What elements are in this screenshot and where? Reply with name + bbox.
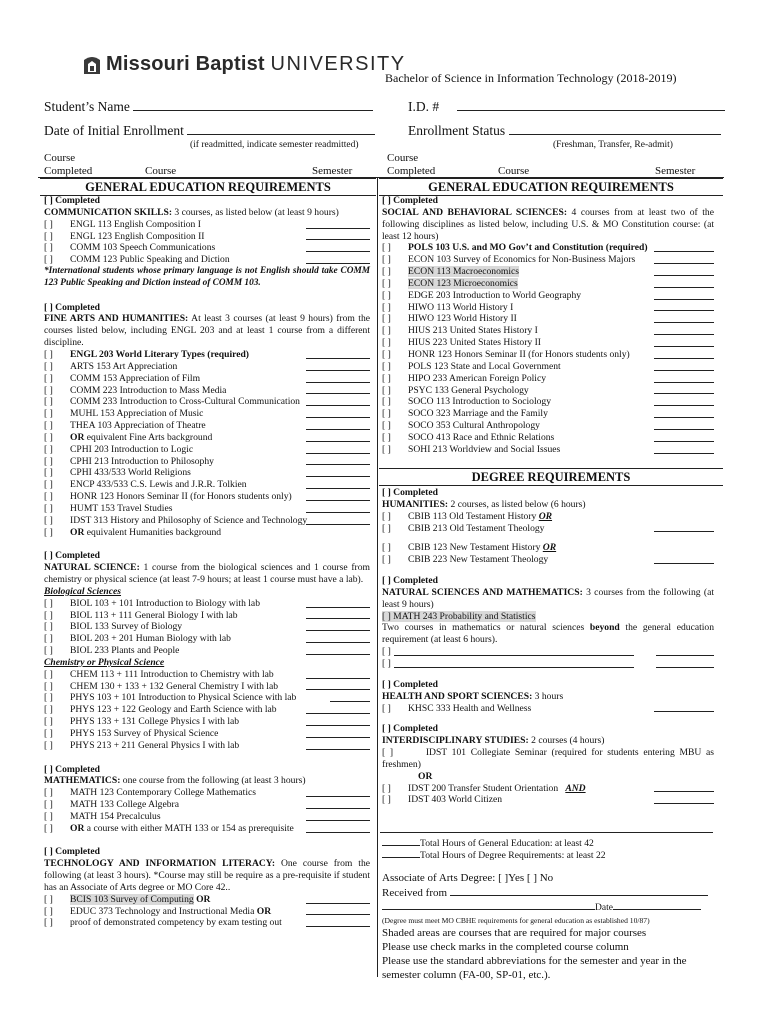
abbreviations-note: Please use the standard abbreviations for the semester and year in the semester column (FA-00, SP-01, etc.). bbox=[382, 955, 687, 981]
course-row[interactable]: [ ] COMM 223 Introduction to Mass Media bbox=[44, 385, 370, 397]
course-row[interactable]: [ ] SOCO 113 Introduction to Sociology bbox=[382, 396, 714, 408]
course-row[interactable]: [ ] bbox=[382, 646, 714, 658]
course-row[interactable]: [ ] CPHI 203 Introduction to Logic bbox=[44, 444, 370, 456]
course-row[interactable]: [ ] SOCO 413 Race and Ethnic Relations bbox=[382, 432, 714, 444]
course-row[interactable]: [ ] COMM 123 Public Speaking and Diction bbox=[44, 254, 370, 266]
tech-heading: TECHNOLOGY AND INFORMATION LITERACY: bbox=[44, 858, 276, 870]
enrollment-status-label: Enrollment Status bbox=[408, 123, 506, 138]
course-row[interactable]: [ ] COMM 153 Appreciation of Film bbox=[44, 373, 370, 385]
hss-heading: HEALTH AND SPORT SCIENCES: bbox=[382, 690, 533, 702]
totals-rule bbox=[380, 832, 713, 833]
course-row[interactable]: [ ] MATH 123 Contemporary College Mathematics bbox=[44, 787, 370, 799]
course-row[interactable]: [ ] EDUC 373 Technology and Instructional Media OR bbox=[44, 906, 370, 918]
nat-heading: NATURAL SCIENCE: bbox=[44, 562, 140, 574]
course-row[interactable]: [ ] SOCO 353 Cultural Anthropology bbox=[382, 420, 714, 432]
course-row[interactable]: [ ] PHYS 123 + 122 Geology and Earth Science with lab bbox=[44, 704, 370, 716]
degree-note: (Degree must meet MO CBHE requirements for general education as established 10/87) bbox=[382, 916, 650, 925]
degree-requirements-title: DEGREE REQUIREMENTS bbox=[379, 468, 723, 486]
course-row[interactable]: [ ] POLS 123 State and Local Government bbox=[382, 361, 714, 373]
nsm-completed-checkbox[interactable]: [ ] Completed bbox=[382, 575, 438, 587]
course-row[interactable]: [ ] BIOL 203 + 201 Human Biology with lab bbox=[44, 633, 370, 645]
course-row[interactable]: [ ] ENGL 123 English Composition II bbox=[44, 231, 370, 243]
logo-text-bold: Missouri Baptist bbox=[106, 53, 265, 75]
math-heading: MATHEMATICS: bbox=[44, 775, 121, 787]
bio-subheading: Biological Sciences bbox=[44, 585, 122, 597]
course-row[interactable]: [ ] BIOL 113 + 111 General Biology I with lab bbox=[44, 610, 370, 622]
course-row[interactable]: [ ] HONR 123 Honors Seminar II (for Honors students only) bbox=[382, 349, 714, 361]
course-row[interactable]: [ ] PHYS 153 Survey of Physical Science bbox=[44, 728, 370, 740]
left-gen-ed-title: GENERAL EDUCATION REQUIREMENTS bbox=[40, 178, 376, 196]
inter-completed-checkbox[interactable]: [ ] Completed bbox=[382, 723, 438, 735]
course-row[interactable]: [ ] HIWO 123 World History II bbox=[382, 313, 714, 325]
enrollment-date-label: Date of Initial Enrollment bbox=[44, 123, 184, 138]
footer bbox=[382, 871, 714, 982]
course-row[interactable]: [ ] PHYS 133 + 131 College Physics I with lab bbox=[44, 716, 370, 728]
comm-heading: COMMUNICATION SKILLS: bbox=[44, 206, 173, 218]
student-name-field[interactable] bbox=[44, 98, 373, 115]
social-completed-checkbox[interactable]: [ ] Completed bbox=[382, 195, 438, 206]
course-row[interactable]: [ ] OR a course with either MATH 133 or 154 as prerequisite bbox=[44, 823, 370, 835]
course-row[interactable]: [ ] CPHI 213 Introduction to Philosophy bbox=[44, 456, 370, 468]
course-row[interactable]: [ ] HIPO 233 American Foreign Policy bbox=[382, 373, 714, 385]
course-row[interactable]: [ ] IDST 313 History and Philosophy of Science and Technology bbox=[44, 515, 370, 527]
right-col-semester-header: Semester bbox=[655, 165, 696, 177]
course-row[interactable]: [ ] CBIB 213 Old Testament Theology bbox=[382, 523, 714, 535]
nsm-heading-rest: 3 courses from the following (at least 9 hours) bbox=[382, 586, 714, 610]
enrollment-status-field[interactable] bbox=[408, 122, 721, 139]
right-col-course-header: Course bbox=[498, 165, 530, 177]
course-row[interactable]: [ ] EDGE 203 Introduction to World Geography bbox=[382, 290, 714, 302]
left-col-semester-header: Semester bbox=[312, 165, 353, 177]
course-row[interactable]: [ ] ENGL 203 World Literary Types (required) bbox=[44, 349, 370, 361]
course-row[interactable]: [ ] IDST 101 Collegiate Seminar (required for students entering MBU as freshmen) bbox=[382, 747, 714, 770]
nat-heading-rest: 1 course from the biological sciences and 1 course from chemistry or physical science (at least 7-9 hours; at least 1 course must have a lab). bbox=[44, 562, 370, 585]
received-from-field[interactable]: Received from bbox=[382, 885, 714, 900]
checkmarks-note: Please use check marks in the completed course column bbox=[382, 941, 629, 953]
left-col-completed-header: Course Completed bbox=[44, 152, 93, 177]
arts-heading: FINE ARTS AND HUMANITIES: bbox=[44, 313, 189, 325]
hum-heading: HUMANITIES: bbox=[382, 498, 449, 510]
course-row[interactable]: [ ] MUHL 153 Appreciation of Music bbox=[44, 408, 370, 420]
student-id-label: I.D. # bbox=[408, 99, 440, 114]
column-divider bbox=[377, 177, 378, 977]
social-heading: SOCIAL AND BEHAVIORAL SCIENCES: bbox=[382, 206, 568, 218]
course-row[interactable]: [ ] COMM 103 Speech Communications bbox=[44, 242, 370, 254]
inter-heading: INTERDISCIPLINARY STUDIES: bbox=[382, 735, 529, 747]
totals bbox=[382, 836, 714, 860]
course-row[interactable]: [ ] BIOL 133 Survey of Biology bbox=[44, 621, 370, 633]
course-row[interactable]: [ ] MATH 133 College Algebra bbox=[44, 799, 370, 811]
student-name-label: Student’s Name bbox=[44, 99, 130, 114]
right-column-bottom bbox=[382, 487, 714, 806]
hum-heading-rest: 2 courses, as listed below (6 hours) bbox=[448, 498, 586, 510]
course-row[interactable]: [ ] proof of demonstrated competency by exam testing out bbox=[44, 917, 370, 929]
status-note: (Freshman, Transfer, Re-admit) bbox=[553, 140, 673, 150]
arts-heading-rest: At least 3 courses (at least 9 hours) from the courses listed below, including ENGL 203 and at least 1 course from a different discipline. bbox=[44, 313, 370, 349]
comm-international-note: *International students whose primary language is not English should take COMM 123 Public Speaking and Diction instead of COMM 103. bbox=[44, 266, 370, 288]
course-row[interactable]: [ ] OR equivalent Humanities background bbox=[44, 526, 222, 538]
right-column-top bbox=[382, 195, 714, 456]
course-row[interactable]: [ ] KHSC 333 Health and Wellness bbox=[382, 703, 714, 715]
course-row[interactable]: [ ] BCIS 103 Survey of Computing OR bbox=[44, 894, 370, 906]
course-row[interactable]: [ ] IDST 403 World Citizen bbox=[382, 794, 714, 806]
left-col-course-header: Course bbox=[145, 165, 177, 177]
course-row[interactable]: [ ] THEA 103 Appreciation of Theatre bbox=[44, 420, 370, 432]
hss-completed-checkbox[interactable]: [ ] Completed bbox=[382, 678, 438, 690]
course-row[interactable]: [ ] CBIB 113 Old Testament History OR bbox=[382, 510, 553, 522]
date-field[interactable]: Date bbox=[382, 900, 714, 915]
math-completed-checkbox[interactable]: [ ] Completed bbox=[44, 763, 100, 775]
course-row[interactable]: [ ] bbox=[382, 658, 714, 670]
course-row[interactable]: [ ] BIOL 233 Plants and People bbox=[44, 645, 370, 657]
course-row[interactable]: [ ] SOHI 213 Worldview and Social Issues bbox=[382, 444, 714, 456]
course-row[interactable]: [ ] COMM 233 Introduction to Cross-Cultural Communication bbox=[44, 396, 370, 408]
course-row[interactable]: [ ] HIUS 223 United States History II bbox=[382, 337, 714, 349]
hss-heading-rest: 3 hours bbox=[532, 690, 564, 702]
course-row[interactable]: [ ] ENGL 113 English Composition I bbox=[44, 219, 370, 231]
course-row[interactable]: [ ] SOCO 323 Marriage and the Family bbox=[382, 408, 714, 420]
comm-heading-rest: 3 courses, as listed below (at least 9 hours) bbox=[172, 206, 339, 218]
inter-heading-rest: 2 courses (4 hours) bbox=[528, 735, 605, 747]
enrollment-date-field[interactable] bbox=[44, 122, 375, 139]
course-row[interactable]: [ ] ENCP 433/533 C.S. Lewis and J.R.R. Tolkien bbox=[44, 479, 370, 491]
course-row[interactable]: [ ] HUMT 153 Travel Studies bbox=[44, 503, 370, 515]
course-row[interactable]: [ ] MATH 154 Precalculus bbox=[44, 811, 370, 823]
course-row[interactable]: [ ] CHEM 130 + 133 + 132 General Chemistry I with lab bbox=[44, 681, 370, 693]
course-row[interactable]: [ ] MATH 243 Probability and Statistics bbox=[382, 610, 536, 622]
course-row[interactable]: [ ] BIOL 103 + 101 Introduction to Biology with lab bbox=[44, 598, 370, 610]
course-row[interactable]: [ ] CBIB 123 New Testament History OR bbox=[382, 542, 557, 554]
social-heading-rest: 4 courses from at least two of the following disciplines as listed below, including U.S. & MO Constitution course: (at least 12 hours) bbox=[382, 206, 714, 242]
comm-completed-checkbox[interactable]: [ ] Completed bbox=[44, 195, 100, 206]
associate-degree-checkbox[interactable]: Associate of Arts Degree: [ ]Yes [ ] No bbox=[382, 872, 554, 884]
course-row[interactable]: [ ] HIWO 113 World History I bbox=[382, 302, 714, 314]
course-row[interactable]: [ ] ECON 103 Survey of Economics for Non-Business Majors bbox=[382, 254, 714, 266]
student-id-field[interactable] bbox=[408, 98, 725, 115]
course-row[interactable]: [ ] CBIB 223 New Testament Theology bbox=[382, 554, 714, 566]
tech-heading-rest: One course from the following (at least 3 hours). *Course may still be require as a pre-requisite if student has an Associate of Arts degree or MO Core 42.. bbox=[44, 858, 370, 893]
course-row[interactable]: [ ] CHEM 113 + 111 Introduction to Chemistry with lab bbox=[44, 669, 370, 681]
course-row[interactable]: [ ] PSYC 133 General Psychology bbox=[382, 385, 714, 397]
tech-completed-checkbox[interactable]: [ ] Completed bbox=[44, 846, 100, 858]
left-column bbox=[44, 195, 370, 929]
course-row[interactable]: [ ] HONR 123 Honors Seminar II (for Honors students only) bbox=[44, 491, 370, 503]
arts-completed-checkbox[interactable]: [ ] Completed bbox=[44, 301, 100, 313]
course-row[interactable]: [ ] OR equivalent Fine Arts background bbox=[44, 432, 370, 444]
course-row[interactable]: [ ] PHYS 103 + 101 Introduction to Physical Science with lab bbox=[44, 692, 370, 704]
course-row[interactable]: [ ] ECON 123 Microeconomics bbox=[382, 278, 714, 290]
total-degree: Total Hours of Degree Requirements: at least 22 bbox=[420, 849, 606, 861]
university-logo bbox=[82, 53, 406, 76]
logo-text-light: UNIVERSITY bbox=[270, 53, 406, 75]
course-row[interactable]: [ ] ARTS 153 Art Appreciation bbox=[44, 361, 370, 373]
nsm-heading: NATURAL SCIENCES AND MATHEMATICS: bbox=[382, 586, 583, 598]
course-row[interactable]: [ ] IDST 200 Transfer Student Orientation AND bbox=[382, 783, 714, 795]
inter-or: OR bbox=[418, 770, 433, 782]
nsm-two-courses-note: Two courses in mathematics or natural sciences beyond the general education requirement (at least 6 hours). bbox=[382, 622, 715, 646]
chem-subheading: Chemistry or Physical Science bbox=[44, 656, 165, 668]
course-row[interactable]: [ ] POLS 103 U.S. and MO Gov’t and Constitution (required) bbox=[382, 242, 714, 254]
right-col-completed-header: Course Completed bbox=[387, 152, 436, 177]
readmit-note: (if readmitted, indicate semester readmitted) bbox=[190, 140, 359, 150]
course-row[interactable]: [ ] PHYS 213 + 211 General Physics I with lab bbox=[44, 740, 370, 752]
hum-completed-checkbox[interactable]: [ ] Completed bbox=[382, 487, 438, 498]
nat-completed-checkbox[interactable]: [ ] Completed bbox=[44, 550, 100, 562]
total-gen-ed: Total Hours of General Education: at least 42 bbox=[420, 838, 594, 849]
math-heading-rest: one course from the following (at least 3 hours) bbox=[120, 775, 306, 787]
shaded-note: Shaded areas are courses that are required for major courses bbox=[382, 927, 647, 939]
course-row[interactable]: [ ] ECON 113 Macroeconomics bbox=[382, 266, 714, 278]
program-title: Bachelor of Science in Information Technology (2018-2019) bbox=[385, 71, 677, 85]
course-row[interactable]: [ ] CPHI 433/533 World Religions bbox=[44, 467, 370, 479]
right-gen-ed-title: GENERAL EDUCATION REQUIREMENTS bbox=[379, 178, 723, 196]
mbu-logo-icon bbox=[82, 54, 102, 76]
course-row[interactable]: [ ] HIUS 213 United States History I bbox=[382, 325, 714, 337]
